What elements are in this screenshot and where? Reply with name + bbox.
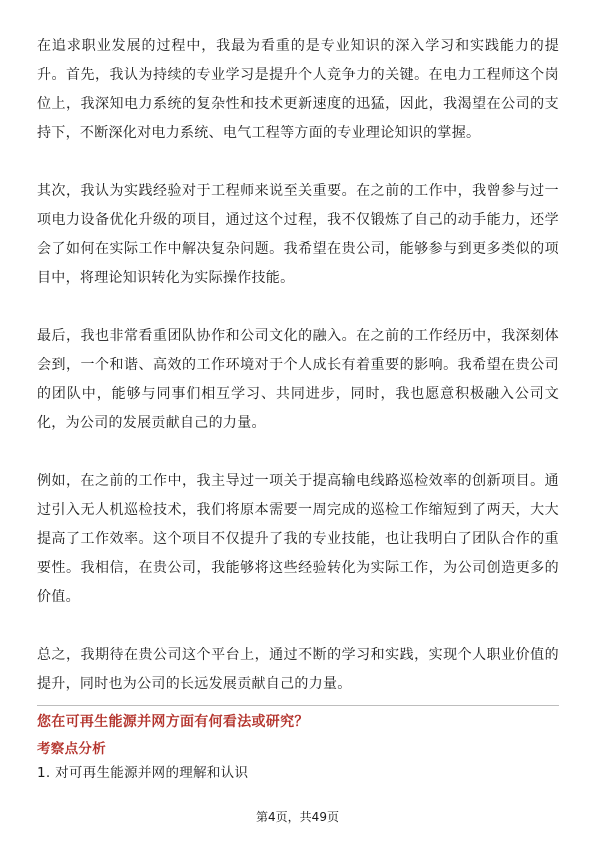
answer-paragraph-3: 最后，我也非常看重团队协作和公司文化的融入。在之前的工作经历中，我深刻体会到，一个和谐、高效的工作环境对于个人成长有着重要的影响。我希望在贵公司的团队中，能够与同事们相互学习、共同进步，同时，我也愿意积极融入公司文化，为公司的发展贡献自己的力量。 [37, 328, 559, 431]
interview-question: 您在可再生能源并网方面有何看法或研究？ [37, 714, 309, 730]
section-divider [37, 705, 559, 706]
answer-paragraph-2: 其次，我认为实践经验对于工程师来说至关重要。在之前的工作中，我曾参与过一项电力设备优化升级的项目，通过这个过程，我不仅锻炼了自己的动手能力，还学会了如何在实际工作中解决复杂问题。我希望在贵公司，能够参与到更多类似的项目中，将理论知识转化为实际操作技能。 [37, 183, 559, 286]
answer-paragraph-4: 例如，在之前的工作中，我主导过一项关于提高输电线路巡检效率的创新项目。通过引入无人机巡检技术，我们将原本需要一周完成的巡检工作缩短到了两天，大大提高了工作效率。这个项目不仅提升了我的专业技能，也让我明白了团队合作的重要性。我相信，在贵公司，我能够将这些经验转化为实际工作，为公司创造更多的价值。 [37, 473, 559, 605]
answer-body [37, 32, 559, 699]
page-number: 第4页，共49页 [256, 810, 339, 824]
analysis-heading: 考察点分析 [37, 741, 106, 757]
analysis-list-item: 1. 对可再生能源并网的理解和认识 [37, 765, 249, 781]
answer-paragraph-5: 总之，我期待在贵公司这个平台上，通过不断的学习和实践，实现个人职业价值的提升，同时也为公司的长远发展贡献自己的力量。 [37, 647, 559, 692]
answer-paragraph-1: 在追求职业发展的过程中，我最为看重的是专业知识的深入学习和实践能力的提升。首先，我认为持续的专业学习是提升个人竞争力的关键。在电力工程师这个岗位上，我深知电力系统的复杂性和技术更新速度的迅猛，因此，我渴望在公司的支持下，不断深化对电力系统、电气工程等方面的专业理论知识的掌握。 [37, 38, 559, 141]
